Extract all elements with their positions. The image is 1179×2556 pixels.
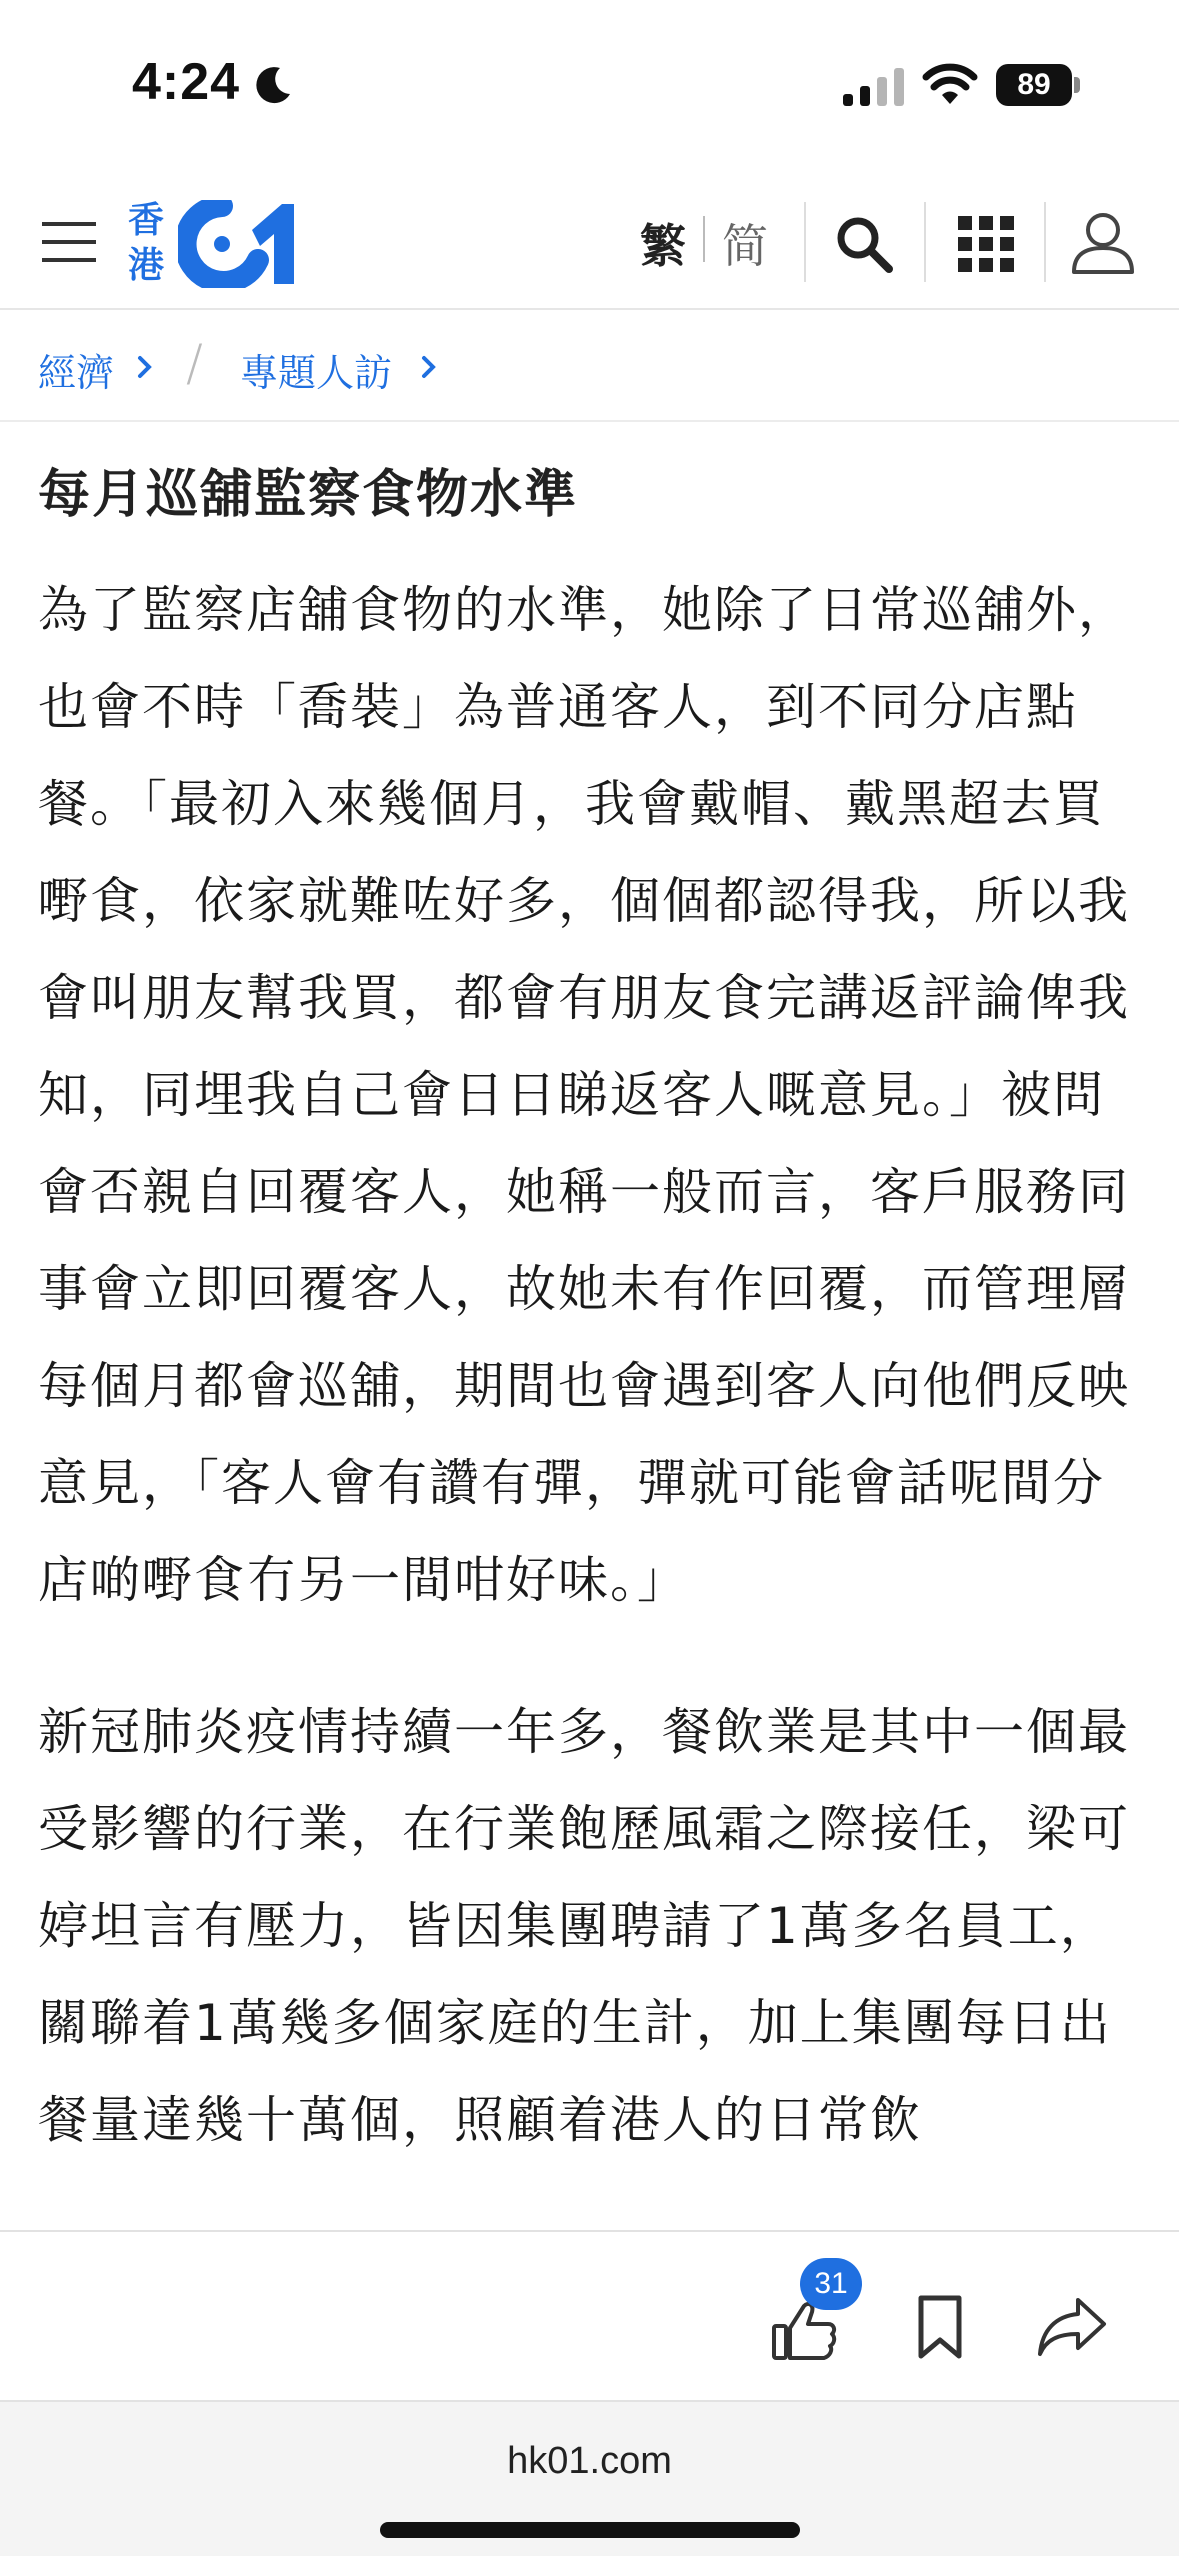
moon-icon xyxy=(252,64,294,106)
header-divider xyxy=(804,202,806,282)
status-time: 4:24 xyxy=(132,53,241,111)
user-account-icon[interactable] xyxy=(1070,210,1136,276)
section-heading: 每月巡舖監察食物水準 xyxy=(38,465,579,525)
signal-icon xyxy=(843,66,905,106)
share-icon[interactable] xyxy=(1036,2294,1108,2360)
article-paragraph: 新冠肺炎疫情持續一年多，餐飲業是其中一個最受影響的行業，在行業飽歷風霜之際接任，梁可婷坦言有壓力，皆因集團聘請了1萬多名員工，關聯着1萬幾多個家庭的生計，加上集團每日出餐量達幾十萬個，照顧着港人的日常飲 xyxy=(38,1703,1130,2149)
hamburger-menu-icon[interactable] xyxy=(42,220,96,264)
header-divider xyxy=(1044,202,1046,282)
home-indicator[interactable] xyxy=(380,2522,800,2538)
search-icon[interactable] xyxy=(834,214,894,274)
like-count-badge: 31 xyxy=(800,2258,862,2310)
logo-01-icon xyxy=(178,200,302,288)
lang-separator xyxy=(703,216,705,262)
logo-text: 香港 xyxy=(128,200,165,286)
breadcrumb-item-economy[interactable]: 經濟 xyxy=(38,351,115,395)
url-text[interactable]: hk01.com xyxy=(507,2440,672,2482)
battery-icon xyxy=(996,64,1080,106)
article-body xyxy=(0,422,1179,2230)
breadcrumb-item-interviews[interactable]: 專題人訪 xyxy=(240,351,393,395)
chevron-right-icon xyxy=(134,352,156,382)
apps-grid-icon[interactable] xyxy=(958,216,1014,272)
battery-level: 89 xyxy=(1017,68,1051,101)
wifi-icon xyxy=(922,62,978,106)
chevron-right-icon xyxy=(418,352,440,382)
status-bar xyxy=(0,0,1179,170)
browser-url-bar[interactable] xyxy=(0,2400,1179,2556)
hk01-logo[interactable] xyxy=(128,198,304,290)
breadcrumb-separator: / xyxy=(186,334,203,392)
lang-simplified-button[interactable]: 简 xyxy=(722,219,768,273)
article-action-bar xyxy=(0,2230,1179,2400)
breadcrumb xyxy=(0,312,1179,422)
bookmark-icon[interactable] xyxy=(915,2294,965,2360)
header-divider xyxy=(924,202,926,282)
site-header xyxy=(0,170,1179,310)
lang-traditional-button[interactable]: 繁 xyxy=(640,219,686,273)
article-paragraph: 為了監察店舖食物的水準，她除了日常巡舖外，也會不時「喬裝」為普通客人，到不同分店點餐。「最初入來幾個月，我會戴帽、戴黑超去買嘢食，依家就難咗好多，個個都認得我，所以我會叫朋友幫我買，都會有朋友食完講返評論俾我知，同埋我自己會日日睇返客人嘅意見。」被問會否親自回覆客人，她稱一般而言，客戶服務同事會立即回覆客人，故她未有作回覆，而管理層每個月都會巡舖，期間也會遇到客人向他們反映意見，「客人會有讚有彈，彈就可能會話呢間分店啲嘢食冇另一間咁好味。」 xyxy=(38,581,1130,1609)
